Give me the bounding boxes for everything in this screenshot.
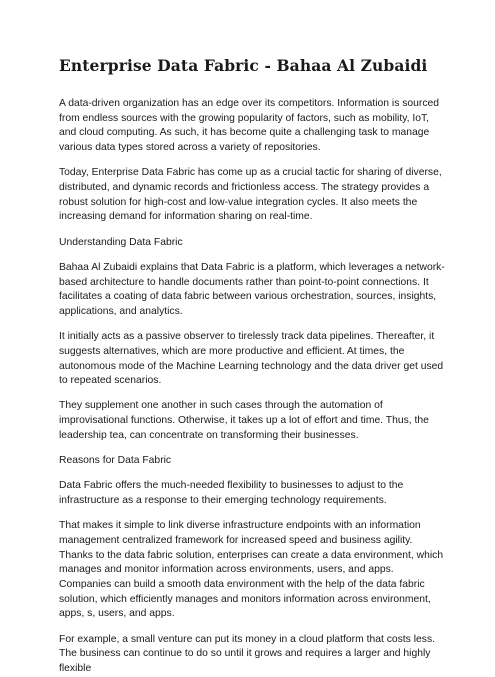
- paragraph-platform: Bahaa Al Zubaidi explains that Data Fabric is a platform, which leverages a network-based architecture to handle documents rather than point-to-point connections. It facilitates a coating of data fabric between various orchestration, sources, insights, applications, and analytics.: [59, 261, 445, 317]
- section-heading-understanding: Understanding Data Fabric: [59, 236, 183, 248]
- paragraph-endpoints: That makes it simple to link diverse infrastructure endpoints with an information management centralized framework for increased speed and business agility. Thanks to the data fabric solution, enterprises can create a data environment, which manages and monitor information across environments, users, and apps. Companies can build a smooth data environment with the help of the data fabric solution, which efficiently manages and monitors information across environment, apps, s, users, and apps.: [59, 520, 444, 620]
- section-heading-reasons: Reasons for Data Fabric: [59, 455, 172, 467]
- paragraph-supplement: They supplement one another in such cases through the automation of improvisational functions. Otherwise, it takes up a lot of effort and time. Thus, the leadership tea, can concentrate on transforming their businesses.: [59, 400, 429, 441]
- paragraph-example: For example, a small venture can put its money in a cloud platform that costs less. The business can continue to do so until it grows and requires a larger and highly flexible: [59, 633, 435, 674]
- paragraph-today: Today, Enterprise Data Fabric has come up as a crucial tactic for sharing of diverse, distributed, and dynamic records and frictionless access. The strategy provides a robust solution for high-cost and low-value integration cycles. It also meets the increasing demand for information sharing on real-time.: [59, 167, 442, 223]
- paragraph-intro: A data-driven organization has an edge over its competitors. Information is sourced from endless sources with the growing popularity of factors, such as mobility, IoT, and cloud computing. As such, it has become quite a challenging task to manage various data types stored across a variety of repositories.: [59, 98, 440, 154]
- paragraph-observer: It initially acts as a passive observer to tirelessly track data pipelines. Thereafter, it suggests alternatives, which are more productive and efficient. At times, the autonomous mode of the Machine Learning technology and the data driver get used to repeated scenarios.: [59, 331, 444, 387]
- paragraph-flexibility: Data Fabric offers the much-needed flexibility to businesses to adjust to the infrastructure as a response to their emerging technology requirements.: [59, 480, 404, 506]
- document-title: Enterprise Data Fabric - Bahaa Al Zubaidi: [59, 56, 428, 75]
